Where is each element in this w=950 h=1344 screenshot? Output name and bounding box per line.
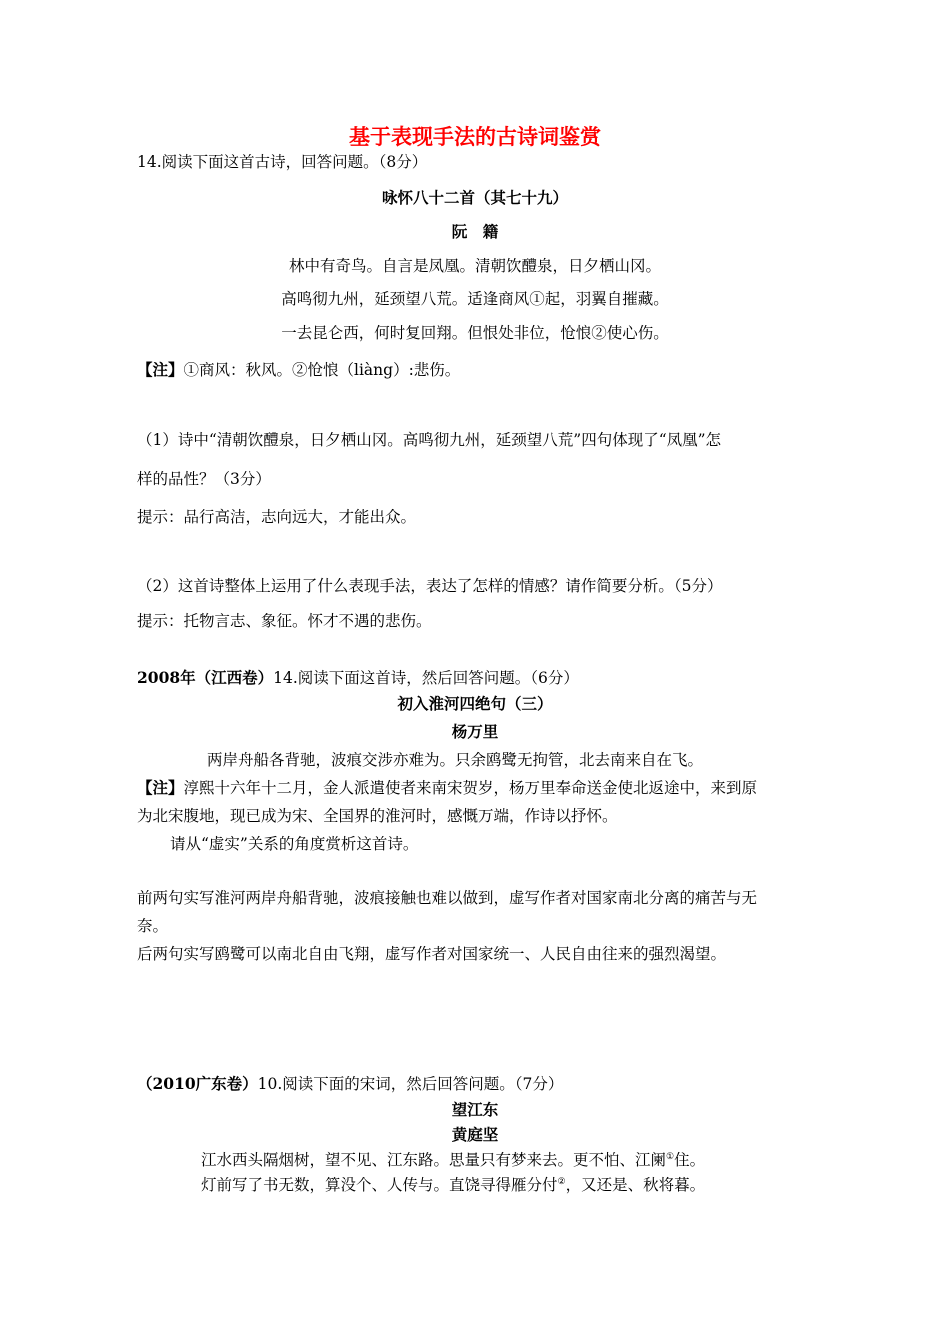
poem-line-text: ，又还是、秋将暮。 [565, 1176, 706, 1194]
sub-question: 样的品性？（3分） [137, 470, 271, 488]
hint-text: 提示：托物言志、象征。怀才不遇的悲伤。 [137, 612, 432, 630]
note-text: 淳熙十六年十二月，金人派遣使者来南宋贺岁，杨万里奉命送金使北返途中，来到原 [183, 779, 758, 797]
sub-question: （1）诗中“清朝饮醴泉，日夕栖山冈。高鸣彻九州，延颈望八荒”四句体现了“凤凰”怎 [137, 431, 722, 449]
question-text: 14.阅读下面这首诗，然后回答问题。（6分） [273, 669, 579, 687]
answer-text: 后两句实写鸥鹭可以南北自由飞翔，虚写作者对国家统一、人民自由往来的强烈渴望。 [137, 945, 727, 963]
question-text: 10.阅读下面的宋词，然后回答问题。（7分） [257, 1075, 564, 1093]
poem-note [137, 778, 757, 798]
poem-line-text: 江水西头隔烟树，望不见、江东路。思量只有梦来去。更不怕、江阑 [201, 1151, 667, 1169]
footnote-marker: ② [557, 1176, 566, 1187]
answer-text: 奈。 [137, 917, 169, 935]
poem-title: 望江东 [451, 1100, 499, 1119]
footnote-marker: ① [666, 1151, 675, 1162]
poem-line [201, 1175, 705, 1195]
exam-source: （2010广东卷） [137, 1074, 258, 1093]
poem-note: 为北宋腹地，现已成为宋、全国界的淮河时，感慨万端，作诗以抒怀。 [137, 807, 618, 825]
hint-text: 提示：品行高洁，志向远大，才能出众。 [137, 508, 417, 526]
page-title: 基于表现手法的古诗词鉴赏 [349, 124, 601, 149]
exam-source: 2008年（江西卷） [137, 668, 274, 687]
poem-note [137, 360, 460, 380]
note-text: ①商风：秋风。②怆悢（liàng）:悲伤。 [183, 361, 461, 379]
poem-title: 初入淮河四绝句（三） [397, 694, 553, 713]
question-text: 请从“虚实”关系的角度赏析这首诗。 [170, 835, 419, 853]
answer-text: 前两句实写淮河两岸舟船背驰，波痕接触也难以做到，虚写作者对国家南北分离的痛苦与无 [137, 889, 758, 907]
poem-title: 咏怀八十二首（其七十九） [381, 188, 568, 207]
poem-line: 高鸣彻九州，延颈望八荒。适逢商风①起，羽翼自摧藏。 [281, 290, 669, 308]
note-label: 【注】 [137, 778, 184, 797]
sub-question: （2）这首诗整体上运用了什么表现手法，表达了怎样的情感？请作简要分析。（5分） [137, 577, 723, 595]
question-intro [137, 668, 579, 688]
poem-author: 杨万里 [451, 722, 499, 741]
poem-line: 一去昆仑西，何时复回翔。但恨处非位，怆悢②使心伤。 [281, 324, 669, 342]
question-intro [137, 1074, 563, 1094]
note-label: 【注】 [137, 360, 184, 379]
poem-line-text: 灯前写了书无数，算没个、人传与。直饶寻得雁分付 [201, 1176, 558, 1194]
poem-author: 阮 籍 [451, 222, 499, 241]
poem-line-text: 住。 [674, 1151, 706, 1169]
poem-author: 黄庭坚 [451, 1125, 499, 1144]
poem-line: 两岸舟船各背驰，波痕交涉亦难为。只余鸥鹭无拘管，北去南来自在飞。 [207, 751, 704, 769]
poem-line [201, 1150, 705, 1170]
poem-line: 林中有奇鸟。自言是凤凰。清朝饮醴泉，日夕栖山冈。 [288, 257, 661, 275]
question-intro: 14.阅读下面这首古诗，回答问题。（8分） [137, 153, 428, 171]
